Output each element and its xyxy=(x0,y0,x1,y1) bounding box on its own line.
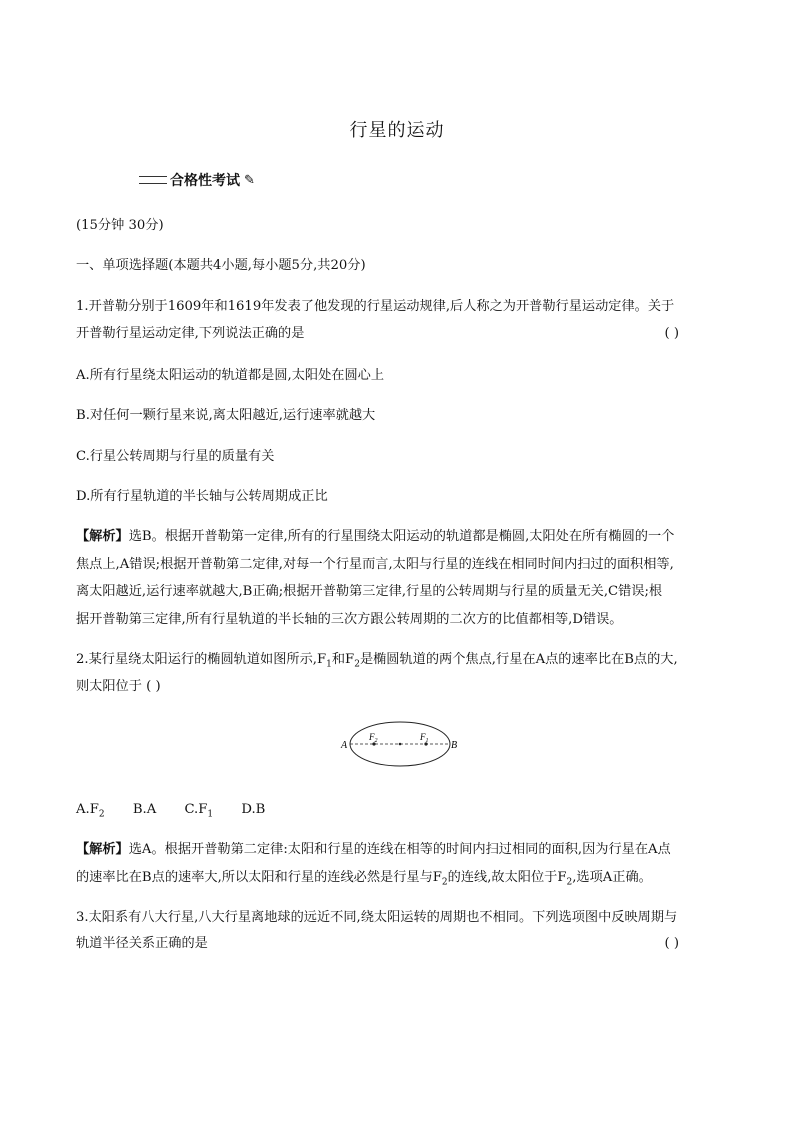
q1-analysis-line3: 离太阳越近,运行速率就越大,B正确;根据开普勒第三定律,行星的公转周期与行星的质量无关,C错误;根 xyxy=(76,584,663,599)
label-f1 xyxy=(419,732,429,744)
option-sub: 2 xyxy=(98,809,105,820)
option-sub: 1 xyxy=(207,809,214,820)
part-heading: 一、单项选择题(本题共4小题,每小题5分,共20分) xyxy=(76,258,366,273)
analysis-sub: 2 xyxy=(566,877,573,888)
q1-option-b: B.对任何一颗行星来说,离太阳越近,运行速率就越大 xyxy=(76,408,376,423)
analysis-text: 选B。根据开普勒第一定律,所有的行星围绕太阳运动的轨道都是椭圆,太阳处在所有椭圆的一个 xyxy=(128,529,675,544)
label-f2 xyxy=(368,732,378,744)
q2-stem-line2: 则太阳位于 ( ) xyxy=(76,679,161,694)
label-sub: 2 xyxy=(374,738,378,744)
time-score-meta: (15分钟 30分) xyxy=(76,218,164,233)
q1-option-c: C.行星公转周期与行星的质量有关 xyxy=(76,449,275,464)
analysis-text: 的速率比在B点的速率大,所以太阳和行星的连线必然是行星与F xyxy=(76,869,442,885)
label-sub: 1 xyxy=(425,738,429,744)
q1-analysis-line1 xyxy=(76,523,716,551)
analysis-sub: 2 xyxy=(441,877,448,888)
label-f: F xyxy=(420,732,426,742)
q2-stem-line1 xyxy=(76,650,716,675)
q3-answer-bracket: ( ) xyxy=(664,936,679,951)
q2-options xyxy=(76,800,716,825)
double-rule xyxy=(139,176,167,184)
q1-analysis xyxy=(76,523,716,633)
q2-analysis-line2 xyxy=(76,864,716,897)
q2-option-a xyxy=(76,802,105,820)
label-a: A xyxy=(341,740,348,751)
pencil-icon: ✎ xyxy=(244,172,255,188)
q2-stem-sub: 2 xyxy=(354,659,360,670)
q3-stem-line2 xyxy=(76,934,716,954)
q1-option-d: D.所有行星轨道的半长轴与公转周期成正比 xyxy=(76,489,328,504)
q2-analysis xyxy=(76,836,716,897)
section-tag xyxy=(139,170,255,190)
label-b: B xyxy=(451,740,458,751)
analysis-tag: 【解析】 xyxy=(76,529,129,544)
q1-stem-line2 xyxy=(76,324,716,344)
center-dot xyxy=(399,743,402,746)
label-f: F xyxy=(369,732,375,742)
analysis-tag: 【解析】 xyxy=(76,842,129,857)
q2-stem-part: 和F xyxy=(331,652,355,667)
q1-option-a: A.所有行星绕太阳运动的轨道都是圆,太阳处在圆心上 xyxy=(76,368,385,383)
q1-stem-text: 开普勒行星运动定律,下列说法正确的是 xyxy=(76,326,305,341)
q2-option-c xyxy=(184,802,214,820)
q1-stem-line1: 1.开普勒分别于1609年和1619年发表了他发现的行星运动规律,后人称之为开普勒行星运动定律。关于 xyxy=(76,299,675,314)
analysis-text: 的连线,故太阳位于F xyxy=(447,869,567,885)
q1-analysis-line2: 焦点上,A错误;根据开普勒第二定律,对每一个行星而言,太阳与行星的连线在相同时间内扫过的面积相等, xyxy=(76,556,674,572)
q1-answer-bracket: ( ) xyxy=(664,326,679,341)
q2-stem-part: 是椭圆轨道的两个焦点,行星在A点的速率比在B点的大, xyxy=(359,652,678,667)
q2-analysis-line1 xyxy=(76,836,716,864)
q3-stem-line1: 3.太阳系有八大行星,八大行星离地球的远近不同,绕太阳运转的周期也不相同。下列选项图中反映周期与 xyxy=(76,910,678,925)
q1-analysis-line4: 据开普勒第三定律,所有行星轨道的半长轴的三次方跟公转周期的二次方的比值都相等,D错误。 xyxy=(76,611,623,627)
section-tag-label: 合格性考试 xyxy=(170,173,240,189)
q2-option-b: B.A xyxy=(132,802,157,817)
q3-stem-text: 轨道半径关系正确的是 xyxy=(76,936,208,951)
option-text: C.F xyxy=(184,802,208,817)
analysis-text: 选A。根据开普勒第二定律:太阳和行星的连线在相等的时间内扫过相同的面积,因为行星在A点 xyxy=(128,842,671,857)
q2-stem-part: 2.某行星绕太阳运行的椭圆轨道如图所示,F xyxy=(76,652,327,667)
q2-option-d: D.B xyxy=(241,802,266,817)
ellipse-orbit-figure xyxy=(336,720,464,772)
page-title: 行星的运动 xyxy=(349,120,445,141)
analysis-text: ,选项A正确。 xyxy=(572,869,652,885)
q2-stem-sub: 1 xyxy=(326,659,332,670)
option-text: A.F xyxy=(76,802,99,817)
